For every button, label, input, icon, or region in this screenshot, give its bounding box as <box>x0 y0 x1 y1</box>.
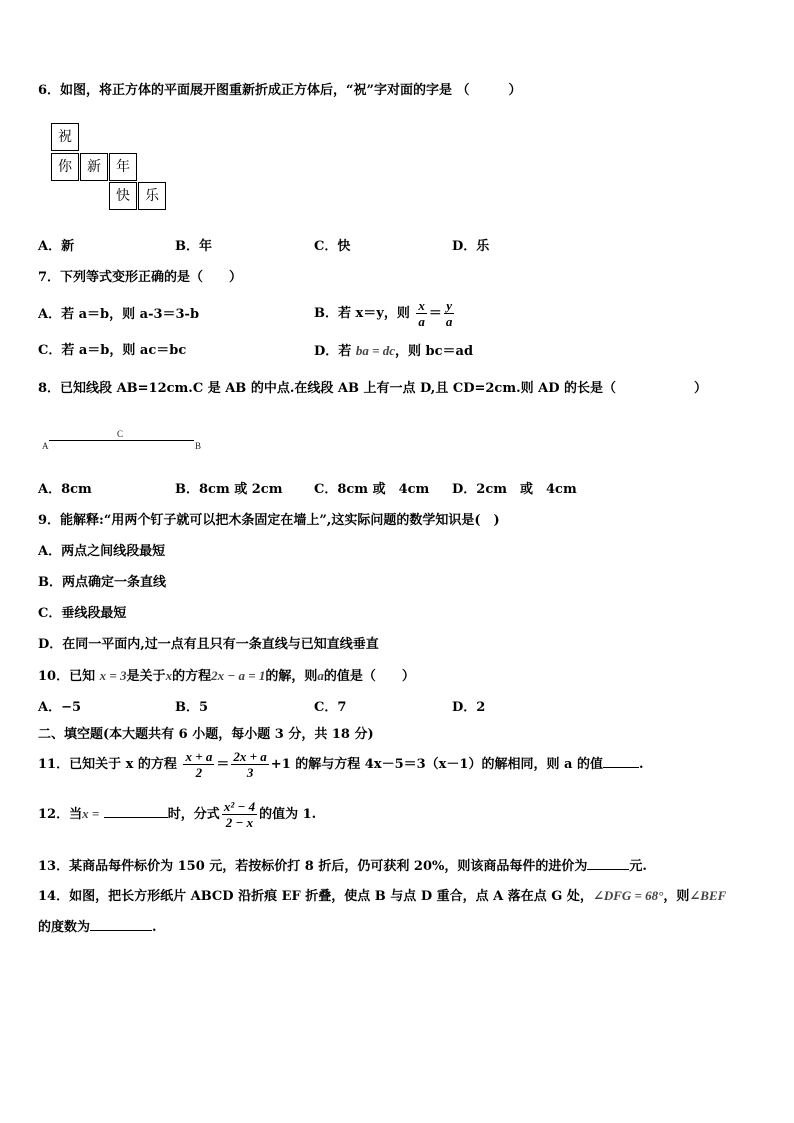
q12-fraction: $\frac{\text{x² − 4}}{2 - x}$ <box>223 799 256 830</box>
q14-answer-blank[interactable] <box>90 918 152 931</box>
q9-option-a[interactable]: A．两点之间线段最短 <box>38 544 166 559</box>
q11-fraction-2: $\frac{2x + a}{3}$ <box>233 749 267 780</box>
q7-b-fraction-2: $\frac{y}{a}$ <box>445 298 453 329</box>
q12-text-1: 12．当 <box>38 807 83 822</box>
q11-end: . <box>638 757 644 772</box>
q14-math-2: ∠BEF <box>689 888 727 903</box>
q12-answer-blank[interactable] <box>104 805 168 818</box>
q7-option-b[interactable] <box>314 298 456 329</box>
q6-option-d[interactable]: D．乐 <box>452 239 490 254</box>
net-cell-xin: 新 <box>80 153 108 181</box>
q8-option-d[interactable]: D．2cm 或 4cm <box>452 482 577 497</box>
q11-text-2: +1 的解与方程 4x－5＝3（x－1）的解相同，则 a 的值 <box>270 757 603 772</box>
q7-d-text: D．若 <box>314 344 352 359</box>
net-cell-nian: 年 <box>109 153 137 181</box>
q11-answer-blank[interactable] <box>603 755 639 768</box>
q14-text-4: . <box>152 920 157 935</box>
net-cell-ni: 你 <box>51 153 79 181</box>
net-cell-le: 乐 <box>138 182 166 210</box>
q6-stem: 6．如图，将正方体的平面展开图重新折成正方体后，“祝”字对面的字是 （ ） <box>38 83 522 98</box>
net-cell-zhu: 祝 <box>51 123 79 151</box>
q10-math-3: 2x − a = 1 <box>211 668 266 683</box>
q10-math-4: a <box>317 668 324 683</box>
q9-stem: 9．能解释:“用两个钉子就可以把木条固定在墙上”,这实际问题的数学知识是( ) <box>38 513 500 528</box>
point-c-label: C <box>117 429 124 439</box>
q10-math-2: x <box>165 668 173 683</box>
q14-text-3: 的度数为 <box>38 920 91 935</box>
q10-option-b[interactable]: B．5 <box>175 700 209 715</box>
q7-b-fraction-1: $\frac{x}{a}$ <box>418 298 425 329</box>
q8-option-b[interactable]: B．8cm 或 2cm <box>175 482 283 497</box>
point-b-label: B <box>195 441 202 451</box>
q11-equals: ＝ <box>216 757 230 772</box>
q6-option-a[interactable]: A．新 <box>38 239 75 254</box>
q10-option-d[interactable]: D．2 <box>452 700 486 715</box>
q7-b-equals: ＝ <box>428 306 442 321</box>
q10-option-c[interactable]: C．7 <box>314 700 347 715</box>
q10-text-4: 的解，则 <box>265 669 318 684</box>
q14-text-2: ，则 <box>663 889 690 904</box>
q6-option-c[interactable]: C．快 <box>314 239 351 254</box>
q11-fraction-1: $\frac{x + a}{2}$ <box>185 749 213 780</box>
segment-ab-line <box>49 440 194 441</box>
q13-text-2: 元. <box>629 859 647 874</box>
q10-text-3: 的方程 <box>172 669 212 684</box>
q7-option-a[interactable]: A．若 a＝b，则 a-3＝3-b <box>38 307 200 322</box>
q7-option-d[interactable] <box>314 342 473 361</box>
q14-text-1: 14．如图，把长方形纸片 ABCD 沿折痕 EF 折叠，使点 B 与点 D 重合，点 A 落在点 G 处， <box>38 889 593 904</box>
q10-option-a[interactable]: A．−5 <box>38 700 82 715</box>
q12-stem <box>38 799 316 830</box>
q7-d-post: ，则 bc＝ad <box>395 344 474 359</box>
q8-option-a[interactable]: A．8cm <box>38 482 92 497</box>
q7-stem: 7．下列等式变形正确的是（ ） <box>38 270 243 285</box>
q13-answer-blank[interactable] <box>587 857 629 870</box>
q10-text-2: 是关于 <box>126 669 166 684</box>
q9-option-c[interactable]: C．垂线段最短 <box>38 606 127 621</box>
q14-stem-line2 <box>38 918 157 937</box>
q6-option-b[interactable]: B．年 <box>175 239 212 254</box>
q14-stem-line1 <box>38 887 726 906</box>
q13-stem <box>38 857 647 876</box>
q10-stem <box>38 667 415 686</box>
net-cell-kuai: 快 <box>109 182 137 210</box>
section-2-heading: 二、填空题(本大题共有 6 小题，每小题 3 分，共 18 分) <box>38 727 374 742</box>
q10-text-1: 10．已知 <box>38 669 96 684</box>
q7-d-math: ba = dc <box>355 343 395 358</box>
q10-math-1: x = 3 <box>99 668 127 683</box>
q14-math-1: ∠DFG = 68° <box>592 888 664 903</box>
point-a-label: A <box>42 441 49 451</box>
q9-option-d[interactable]: D．在同一平面内,过一点有且只有一条直线与已知直线垂直 <box>38 637 379 652</box>
q9-option-b[interactable]: B．两点确定一条直线 <box>38 575 166 590</box>
q13-text-1: 13．某商品每件标价为 150 元，若按标价打 8 折后，仍可获利 20%，则该商品每件的进价为 <box>38 859 588 874</box>
q11-stem <box>38 749 643 780</box>
q8-option-c[interactable]: C．8cm 或 4cm <box>314 482 430 497</box>
q10-text-5: 的值是（ ） <box>323 669 415 684</box>
q12-text-2: 时，分式 <box>167 807 220 822</box>
q7-b-text: B．若 x＝y，则 <box>314 306 410 321</box>
q12-text-3: 的值为 1. <box>259 807 317 822</box>
q7-option-c[interactable]: C．若 a＝b，则 ac＝bc <box>38 343 187 358</box>
q12-math: x = <box>82 806 100 821</box>
q11-text-1: 11．已知关于 x 的方程 <box>38 757 177 772</box>
q8-stem: 8．已知线段 AB=12cm.C 是 AB 的中点.在线段 AB 上有一点 D,且 CD=2cm.则 AD 的长是（ ） <box>38 381 708 396</box>
